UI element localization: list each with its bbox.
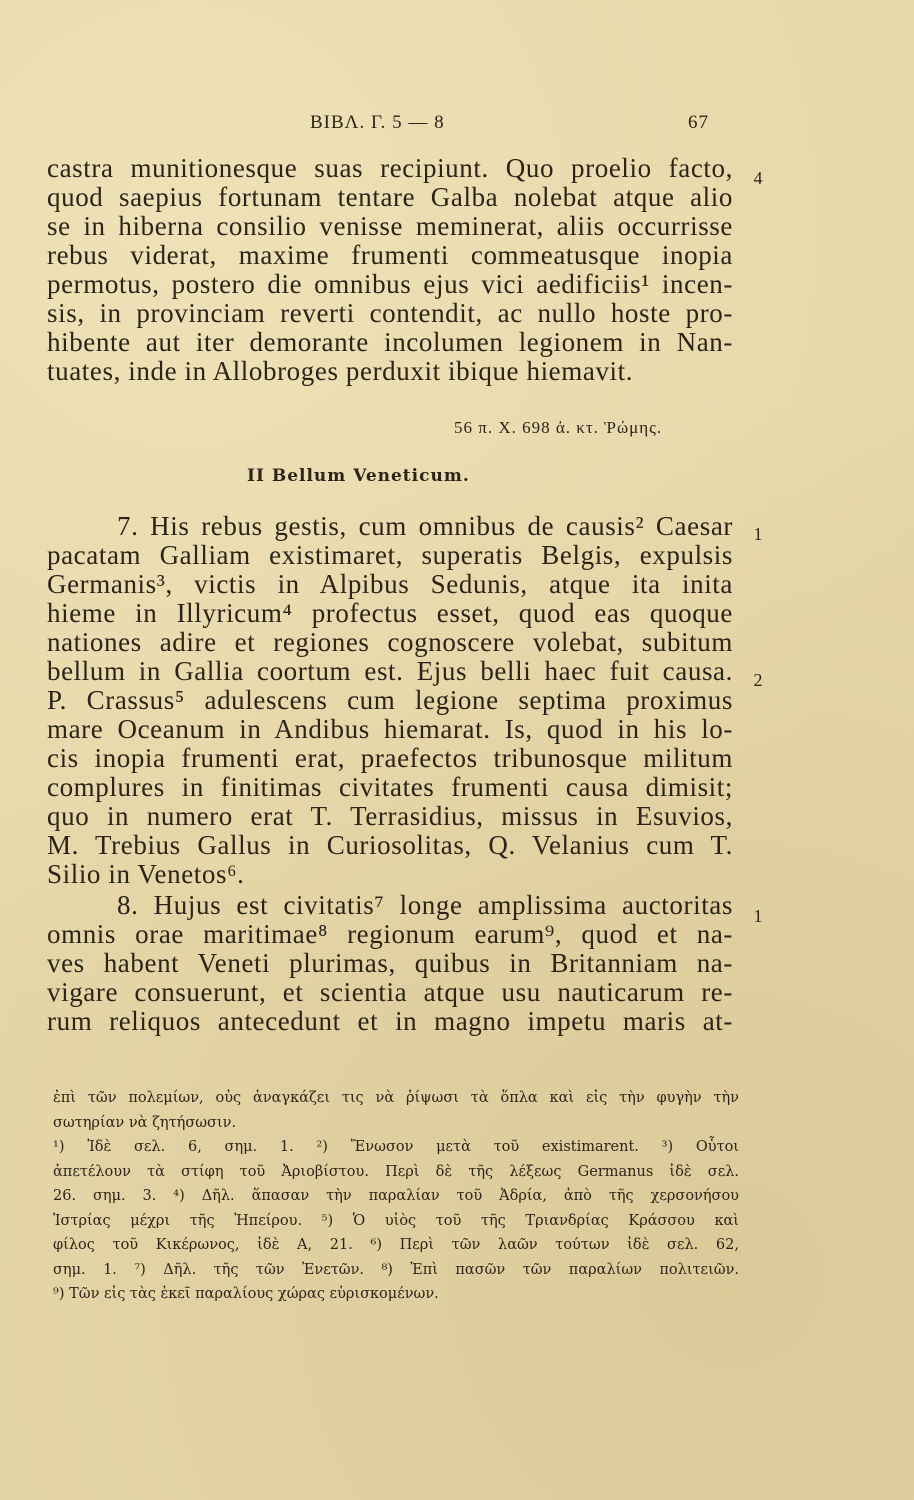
text-line: permotus, postero die omnibus ejus vici aedificiis¹ incen- — [47, 270, 733, 299]
page-number: 67 — [688, 112, 709, 133]
text-line: bellum in Gallia coortum est. Ejus belli haec fuit causa. — [47, 657, 733, 686]
paragraph-galba — [47, 154, 733, 386]
footnotes — [53, 1086, 739, 1307]
margin-section-number: 4 — [753, 168, 763, 188]
paragraph-chapter-8 — [47, 891, 733, 1036]
footnote-line: ¹) Ἰδὲ σελ. 6, σημ. 1. ²) Ἔνωσον μετὰ τοῦ existimarent. ³) Οὗτοι — [53, 1139, 739, 1155]
footnote-line: 26. σημ. 3. ⁴) Δῆλ. ἅπασαν τὴν παραλίαν τοῦ Ἀδρία, ἀπὸ τῆς χερσονήσου — [53, 1188, 739, 1204]
text-line: 7. His rebus gestis, cum omnibus de causis² Caesar — [117, 512, 733, 541]
text-line: rum reliquos antecedunt et in magno impetu maris at- — [47, 1007, 733, 1036]
margin-section-number: 1 — [753, 906, 763, 926]
text-line: castra munitionesque suas recipiunt. Quo proelio facto, — [47, 154, 733, 183]
text-line: rebus viderat, maxime frumenti commeatusque inopia — [47, 241, 733, 270]
text-line: cis inopia frumenti erat, praefectos tribunosque militum — [47, 744, 733, 773]
footnote-line: σημ. 1. ⁷) Δῆλ. τῆς τῶν Ἐνετῶν. ⁸) Ἐπὶ πασῶν τῶν παραλίων πολιτειῶν. — [53, 1261, 739, 1278]
paragraph-chapter-7 — [47, 512, 733, 889]
footnote-line: σωτηρίαν νὰ ζητήσωσιν. — [53, 1114, 237, 1131]
section-heading: II Bellum Veneticum. — [247, 466, 470, 486]
text-line: nationes adire et regiones cognoscere volebat, subitum — [47, 628, 733, 657]
text-line: mare Oceanum in Andibus hiemarat. Is, quod in his lo- — [47, 715, 733, 744]
text-line: sis, in provinciam reverti contendit, ac nullo hoste pro- — [47, 299, 733, 328]
text-line: tuates, inde in Allobroges perduxit ibique hiemavit. — [47, 357, 634, 386]
footnote-line: ⁹) Τῶν εἰς τὰς ἐκεῖ παραλίους χώρας εὑρισκομένων. — [53, 1286, 439, 1302]
text-line: Silio in Venetos⁶. — [47, 860, 245, 889]
text-line: vigare consuerunt, et scientia atque usu nauticarum re- — [47, 978, 733, 1007]
header-title: BIBΛ. Γ. 5 — 8 — [310, 112, 445, 133]
text-line: P. Crassus⁵ adulescens cum legione septima proximus — [47, 686, 733, 715]
text-line: hibente aut iter demorante incolumen legionem in Nan- — [47, 328, 733, 357]
dateline: 56 π. X. 698 ἀ. κτ. Ῥώμης. — [454, 418, 663, 437]
footnote-line: φίλος τοῦ Κικέρωνος, ἰδὲ A, 21. ⁶) Περὶ τῶν λαῶν τούτων ἰδὲ σελ. 62, — [53, 1237, 739, 1253]
text-line: M. Trebius Gallus in Curiosolitas, Q. Velanius cum T. — [47, 831, 733, 860]
footnote-line: ἀπετέλουν τὰ στίφη τοῦ Ἀριοβίστου. Περὶ δὲ τῆς λέξεως Germanus ἰδὲ σελ. — [53, 1163, 739, 1180]
margin-section-number: 1 — [753, 524, 763, 544]
text-line: hieme in Illyricum⁴ profectus esset, quod eas quoque — [47, 599, 733, 628]
text-line: se in hiberna consilio venisse meminerat, aliis occurrisse — [47, 212, 733, 241]
running-header — [0, 112, 914, 136]
footnote-line: ἐπὶ τῶν πολεμίων, οὐς ἀναγκάζει τις νὰ ῥίψωσι τὰ ὅπλα καὶ εἰς τὴν φυγὴν τὴν — [53, 1090, 739, 1106]
text-line: 8. Hujus est civitatis⁷ longe amplissima auctoritas — [117, 891, 733, 920]
text-line: quo in numero erat T. Terrasidius, missus in Esuvios, — [47, 802, 733, 831]
margin-section-number: 2 — [753, 670, 763, 690]
text-line: complures in finitimas civitates frumenti causa dimisit; — [47, 773, 733, 802]
text-line: quod saepius fortunam tentare Galba nolebat atque alio — [47, 183, 733, 212]
footnote-line: Ἰστρίας μέχρι τῆς Ἠπείρου. ⁵) Ὁ υἱὸς τοῦ τῆς Τριανδρίας Κράσσου καὶ — [53, 1212, 739, 1229]
text-line: Germanis³, victis in Alpibus Sedunis, atque ita inita — [47, 570, 733, 599]
text-line: pacatam Galliam existimaret, superatis Belgis, expulsis — [47, 541, 733, 570]
text-line: omnis orae maritimae⁸ regionum earum⁹, quod et na- — [47, 920, 733, 949]
text-line: ves habent Veneti plurimas, quibus in Britanniam na- — [47, 949, 733, 978]
